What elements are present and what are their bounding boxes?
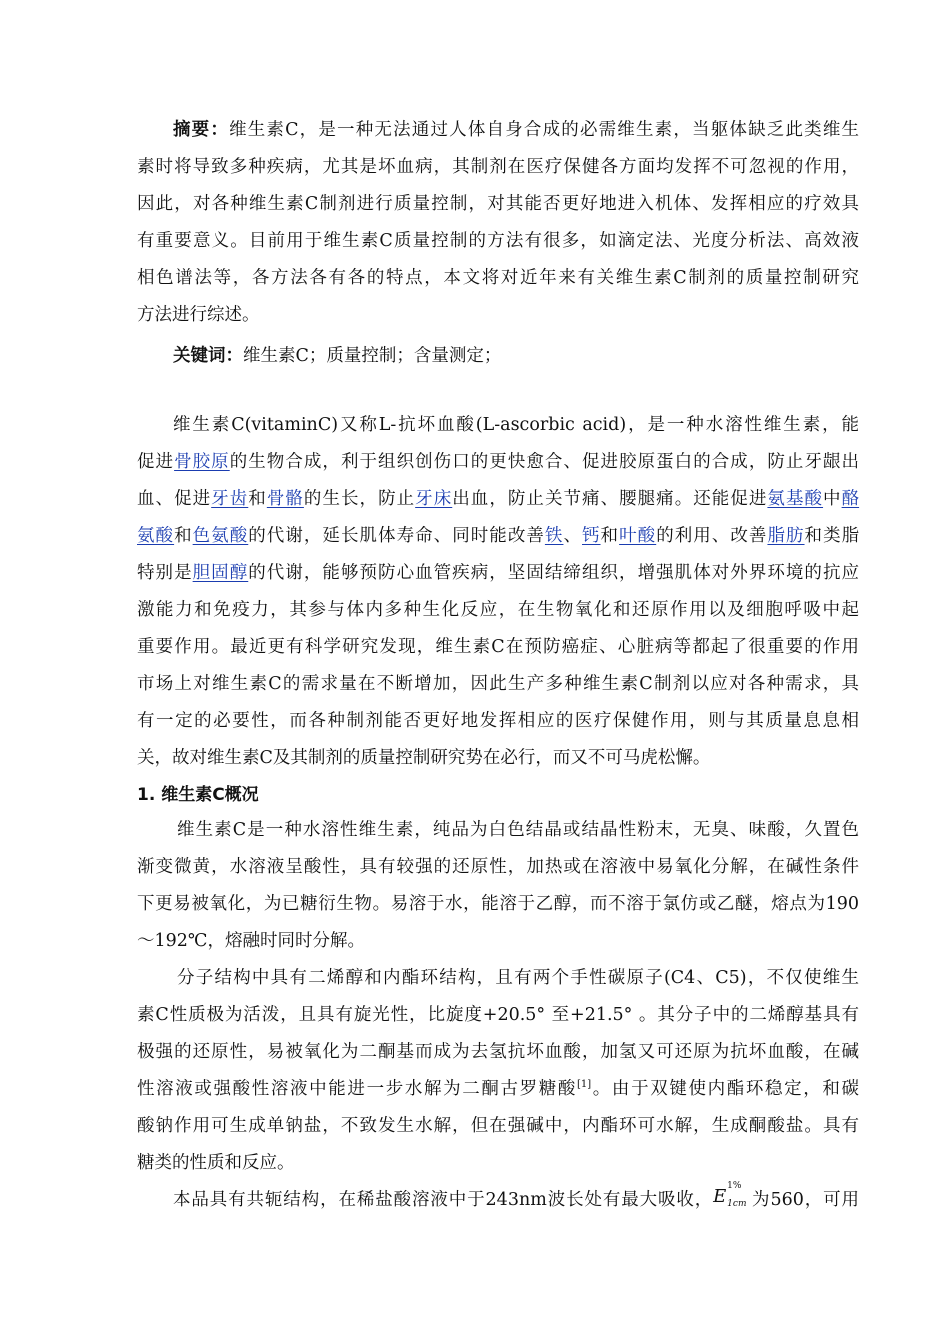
link-tryptophan[interactable]: 色氨酸 [192,526,249,546]
paragraph-line: 渐变微黄，水溶液呈酸性，具有较强的还原性，加热或在溶液中易氧化分解，在碱性条件 [137,857,859,877]
abstract-line: 方法进行综述。 [137,305,260,325]
keywords-paragraph [137,338,859,375]
keywords-text: 维生素C；质量控制；含量测定； [243,346,502,366]
link-iron[interactable]: 铁 [544,526,564,546]
intro-line: 关，故对维生素C及其制剂的质量控制研究势在必行，而又不可马虎松懈。 [137,748,711,768]
abstract-label: 摘要： [173,120,230,140]
intro-line: 维生素C(vitaminC)又称L-抗坏血酸(L-ascorbic acid)，是一种水溶性维生素，能 [173,415,859,435]
link-fat[interactable]: 脂肪 [767,526,805,546]
paragraph-line: 分子结构中具有二烯醇和内酯环结构，且有两个手性碳原子(C4、C5)，不仅使维生 [177,968,859,988]
intro-paragraph [137,407,859,777]
intro-line: 特别是胆固醇的代谢，能够预防心血管疾病，坚固结缔组织，增强肌体对外界环境的抗应 [137,563,860,583]
link-tyrosine-start[interactable]: 酪 [841,489,860,509]
abstract-line: 素时将导致多种疾病，尤其是坏血病，其制剂在医疗保健各方面均发挥不可忽视的作用， [137,157,859,177]
section1-paragraph-3 [137,1182,859,1219]
section-1 [137,778,859,812]
link-folic-acid[interactable]: 叶酸 [619,526,657,546]
intro-line: 血、促进牙齿和骨骼的生长，防止牙床出血，防止关节痛、腰腿痛。还能促进氨基酸中酪 [137,489,860,509]
link-cholesterol[interactable]: 胆固醇 [192,563,249,583]
intro-line: 重要作用。最近更有科学研究发现，维生素C在预防癌症、心脏病等都起了很重要的作用 [137,637,859,657]
link-collagen[interactable]: 骨胶原 [174,452,230,472]
section-heading: 1. 维生素C概况 [137,785,259,805]
abstract-line: 因此，对各种维生素C制剂进行质量控制，对其能否更好地进入机体、发挥相应的疗效具 [137,194,859,214]
intro-line: 激能力和免疫力，其参与体内多种生化反应，在生物氧化和还原作用以及细胞呼吸中起 [137,600,859,620]
link-amino-acid[interactable]: 氨基酸 [767,489,824,509]
paragraph-line: ～192℃，熔融时同时分解。 [137,931,365,951]
link-tyrosine-end[interactable]: 氨酸 [137,526,175,546]
absorbance-formula: E 1% 1cm [713,1181,747,1209]
citation-ref[interactable]: [1] [577,1079,592,1090]
section1-paragraph-2 [137,960,859,1182]
abstract-line: 有重要意义。目前用于维生素C质量控制的方法有很多，如滴定法、光度分析法、高效液 [137,231,859,251]
intro-line: 促进骨胶原的生物合成，利于组织创伤口的更快愈合、促进胶原蛋白的合成，防止牙龈出 [137,452,860,472]
abstract-paragraph [137,112,859,334]
abstract-line: 相色谱法等，各方法各有各的特点，本文将对近年来有关维生素C制剂的质量控制研究 [137,268,859,288]
link-bones[interactable]: 骨骼 [266,489,304,509]
keywords-label: 关键词： [173,346,243,366]
paragraph-line: 糖类的性质和反应。 [137,1153,295,1173]
link-gums[interactable]: 牙床 [415,489,453,509]
intro-line: 氨酸和色氨酸的代谢，延长肌体寿命、同时能改善铁、钙和叶酸的利用、改善脂肪和类脂 [137,526,860,546]
paragraph-line: 极强的还原性，易被氧化为二酮基而成为去氢抗坏血酸，加氢又可还原为抗坏血酸，在碱 [137,1042,859,1062]
link-teeth[interactable]: 牙齿 [211,489,249,509]
abstract-line: 摘要：维生素C，是一种无法通过人体自身合成的必需维生素，当躯体缺乏此类维生 [173,120,860,140]
paragraph-line: 素C性质极为活泼，且具有旋光性，比旋度+20.5° 至+21.5° 。其分子中的二烯醇基具有 [137,1005,859,1025]
paragraph-line: 下更易被氧化，为已糖衍生物。易溶于水，能溶于乙醇，而不溶于氯仿或乙醚，熔点为190 [137,894,859,914]
paragraph-line: 性溶液或强酸性溶液中能进一步水解为二酮古罗糖酸[1]。由于双键使内酯环稳定，和碳 [137,1079,859,1099]
section1-paragraph-1 [137,812,859,960]
paragraph-line: 本品具有共轭结构，在稀盐酸溶液中于243nm波长处有最大吸收， E 1% 1cm 为560，可用 [137,1182,859,1219]
intro-line: 市场上对维生素C的需求量在不断增加，因此生产多种维生素C制剂以应对各种需求，具 [137,674,859,694]
link-calcium[interactable]: 钙 [582,526,601,546]
paragraph-line: 维生素C是一种水溶性维生素，纯品为白色结晶或结晶性粉末，无臭、味酸，久置色 [177,820,859,840]
paragraph-line: 酸钠作用可生成单钠盐，不致发生水解，但在强碱中，内酯环可水解，生成酮酸盐。具有 [137,1116,859,1136]
intro-line: 有一定的必要性，而各种制剂能否更好地发挥相应的医疗保健作用，则与其质量息息相 [137,711,859,731]
